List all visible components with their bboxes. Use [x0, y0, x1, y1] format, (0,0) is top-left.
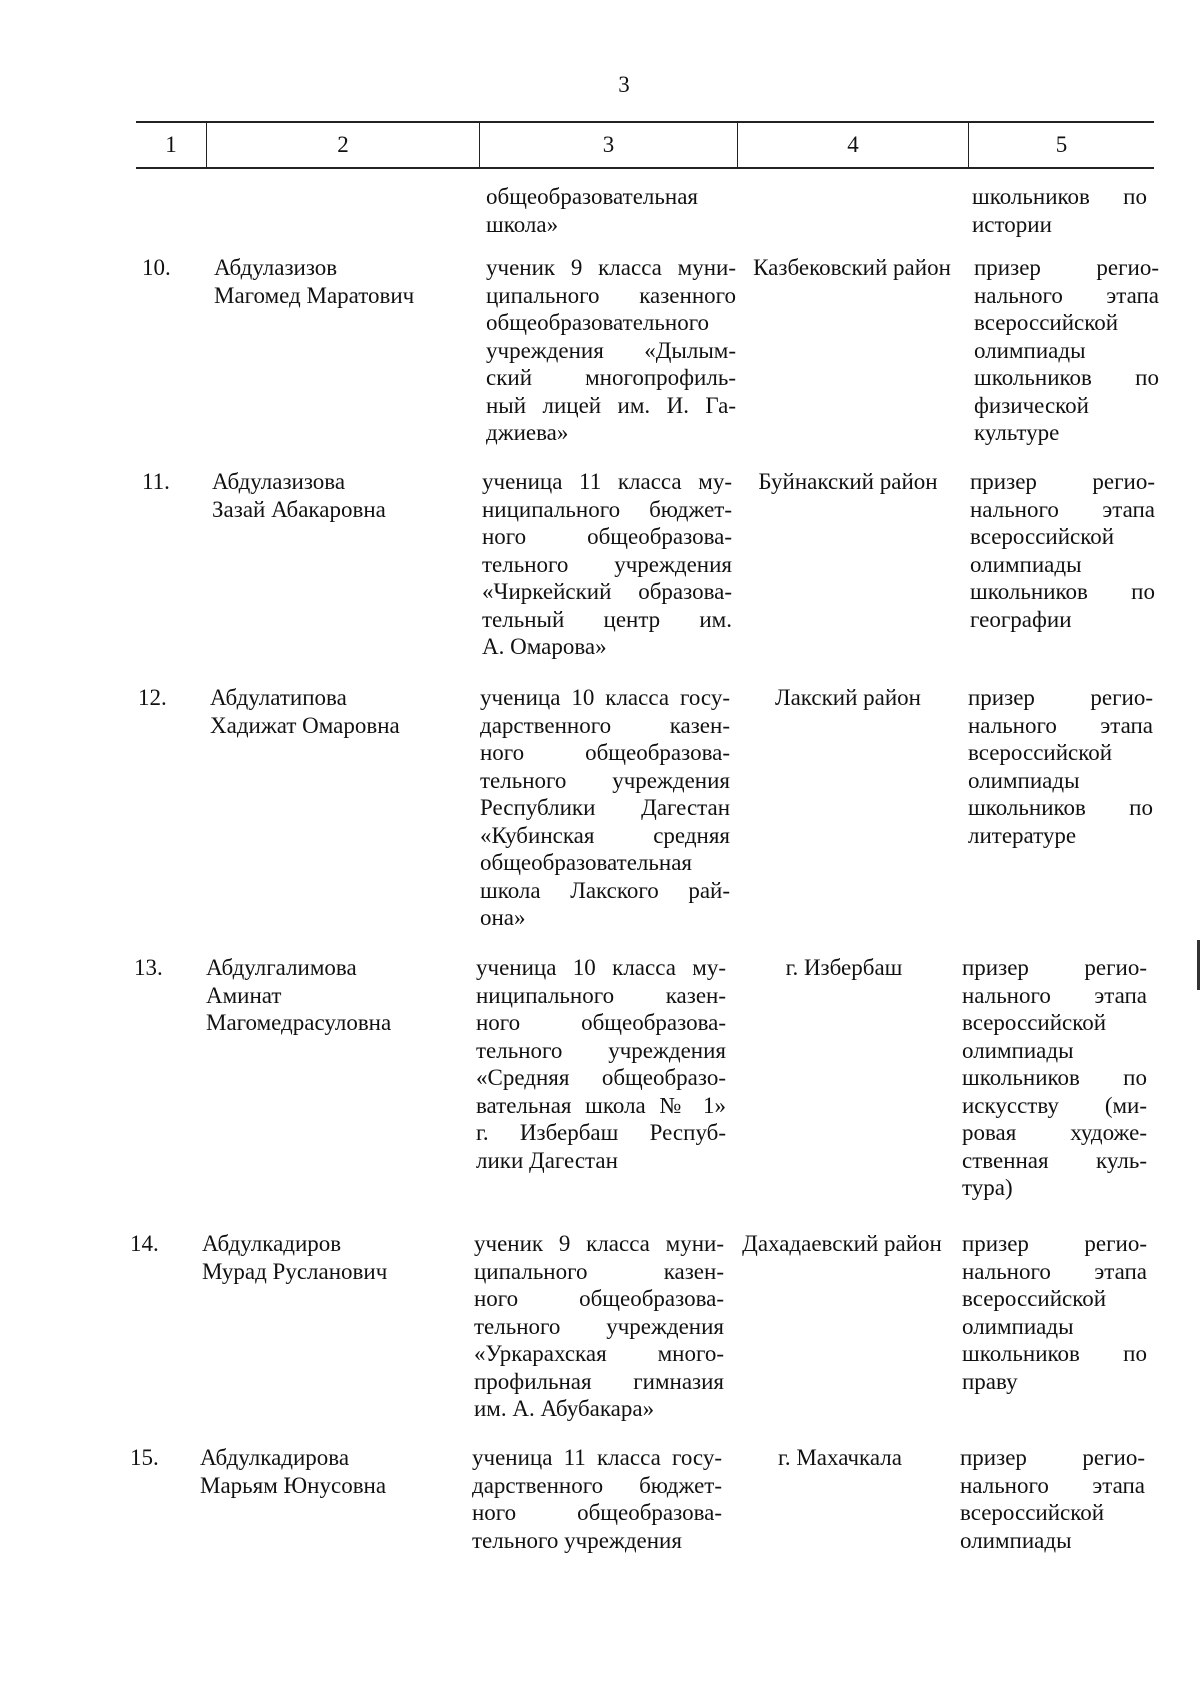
school-line: тельного учреждения: [474, 1313, 724, 1339]
row-number: 11.: [142, 469, 170, 494]
row-number: 14.: [130, 1231, 159, 1256]
school-line: тельного учреждения: [482, 551, 732, 577]
award-line: нального этапа: [962, 1258, 1147, 1284]
column-header-5: 5: [969, 122, 1155, 168]
school-line: ципального казенного: [486, 282, 736, 308]
award-line: призер регио-: [974, 255, 1159, 280]
school-description: [476, 954, 726, 1174]
school-line: ученица 10 класса му-: [476, 955, 726, 980]
school-line: г. Избербаш Респуб-: [476, 1120, 726, 1145]
school-line: А. Омарова»: [482, 634, 607, 659]
award-line: праву: [962, 1368, 1018, 1394]
award-line: призер регио-: [962, 955, 1147, 980]
school-line: вательная школа № 1»: [476, 1092, 726, 1118]
row-number: 10.: [142, 255, 171, 280]
name-line: Аминат: [206, 982, 282, 1008]
school-description: [474, 1230, 724, 1423]
award-line: призер регио-: [962, 1231, 1147, 1256]
school-line: ного общеобразова-: [474, 1286, 724, 1311]
district: г. Махачкала: [778, 1445, 902, 1470]
school-line: дарственного бюджет-: [472, 1472, 722, 1498]
school-description: [482, 468, 732, 661]
name-line: Абдулгалимова: [206, 955, 357, 980]
award-line: олимпиады: [962, 1313, 1074, 1339]
award-line: нального этапа: [960, 1472, 1145, 1498]
award-line: искусству (ми-: [962, 1092, 1147, 1118]
school-description: [486, 254, 736, 447]
school-line: ного общеобразова-: [476, 1010, 726, 1035]
school-line: она»: [480, 905, 526, 930]
school-line: дарственного казен-: [480, 712, 730, 738]
school-line: школа Лакского рай-: [480, 877, 730, 903]
award-status: [968, 684, 1153, 849]
school-line: общеобразовательная: [486, 184, 698, 209]
award-status: [974, 254, 1159, 447]
school-line: «Кубинская средняя: [480, 822, 730, 848]
award-line: географии: [970, 606, 1072, 632]
district: Дахадаевский район: [742, 1231, 942, 1256]
name-line: Абдулкадирова: [200, 1445, 350, 1470]
name-line: Зазай Абакаровна: [212, 496, 386, 522]
name-line: Мурад Русланович: [202, 1258, 388, 1284]
school-line: ципального казен-: [474, 1258, 724, 1284]
column-header-4: 4: [738, 122, 969, 168]
school-line: «Чиркейский образова-: [482, 579, 732, 604]
school-line: лики Дагестан: [476, 1147, 618, 1173]
continuation-school: [486, 183, 736, 238]
award-line: культуре: [974, 420, 1060, 445]
page-number: 3: [618, 72, 630, 97]
award-line: призер регио-: [960, 1445, 1145, 1470]
award-status: [962, 1230, 1147, 1395]
school-line: профильная гимназия: [474, 1368, 724, 1394]
student-name: [212, 468, 472, 523]
name-line: Абдулазизов: [214, 255, 338, 280]
student-name: [210, 684, 470, 739]
school-line: ученица 10 класса госу-: [480, 685, 730, 710]
award-line: литературе: [968, 822, 1077, 848]
school-line: школа»: [486, 211, 559, 237]
award-line: школьников по: [974, 365, 1159, 390]
award-line: всероссийской: [974, 310, 1119, 335]
school-line: ного общеобразова-: [480, 740, 730, 765]
continuation-award: [972, 183, 1147, 238]
school-line: Республики Дагестан: [480, 795, 730, 820]
student-name: [206, 954, 466, 1037]
school-line: ного общеобразова-: [482, 524, 732, 549]
district: Казбековский район: [753, 255, 951, 280]
award-line: школьников по: [968, 795, 1153, 820]
school-line: джиева»: [486, 420, 569, 445]
award-status: [960, 1444, 1145, 1554]
school-line: тельного учреждения: [480, 767, 730, 793]
district: г. Избербаш: [785, 955, 903, 980]
award-line: олимпиады: [960, 1527, 1072, 1553]
name-line: Магомед Маратович: [214, 282, 415, 308]
award-status: [970, 468, 1155, 633]
school-description: [472, 1444, 722, 1554]
column-header-2: 2: [207, 122, 480, 168]
column-header-3: 3: [480, 122, 738, 168]
award-line: нального этапа: [968, 712, 1153, 738]
student-name: [214, 254, 474, 309]
award-line: школьников по: [972, 184, 1147, 209]
school-line: ученик 9 класса муни-: [486, 255, 736, 280]
student-name: [202, 1230, 462, 1285]
award-line: истории: [972, 211, 1052, 237]
column-header-1: 1: [136, 122, 207, 168]
school-line: общеобразовательного: [486, 310, 710, 335]
award-line: олимпиады: [962, 1037, 1074, 1063]
district: Буйнакский район: [758, 469, 938, 494]
award-line: ровая художе-: [962, 1120, 1147, 1145]
award-line: физической: [974, 392, 1089, 418]
school-line: ский многопрофиль-: [486, 365, 736, 390]
award-line: олимпиады: [968, 767, 1080, 793]
award-line: всероссийской: [968, 740, 1113, 765]
school-line: общеобразовательная: [480, 850, 692, 875]
award-line: школьников по: [962, 1065, 1147, 1090]
student-name: [200, 1444, 460, 1499]
award-line: ственная куль-: [962, 1147, 1147, 1173]
award-status: [962, 954, 1147, 1202]
award-line: нального этапа: [970, 496, 1155, 522]
award-line: школьников по: [962, 1341, 1147, 1366]
school-line: ученица 11 класса госу-: [472, 1445, 722, 1470]
name-line: Магомедрасуловна: [206, 1010, 392, 1035]
school-line: «Уркарахская много-: [474, 1341, 724, 1366]
school-line: ученик 9 класса муни-: [474, 1231, 724, 1256]
school-line: им. А. Абубакара»: [474, 1396, 655, 1421]
award-line: нального этапа: [974, 282, 1159, 308]
column-header-row: [136, 121, 1154, 169]
award-line: школьников по: [970, 579, 1155, 604]
award-line: всероссийской: [970, 524, 1115, 549]
award-line: всероссийской: [962, 1286, 1107, 1311]
school-line: тельный центр им.: [482, 606, 732, 632]
school-line: тельного учреждения: [476, 1037, 726, 1063]
name-line: Марьям Юнусовна: [200, 1472, 387, 1498]
row-number: 15.: [130, 1445, 159, 1470]
award-line: призер регио-: [970, 469, 1155, 494]
school-line: учреждения «Дылым-: [486, 337, 736, 363]
name-line: Абдулатипова: [210, 685, 347, 710]
school-line: ного общеобразова-: [472, 1500, 722, 1525]
school-line: ученица 11 класса му-: [482, 469, 732, 494]
school-line: ный лицей им. И. Га-: [486, 392, 736, 418]
district: Лакский район: [775, 685, 921, 710]
school-line: «Средняя общеобразо-: [476, 1065, 726, 1090]
award-line: нального этапа: [962, 982, 1147, 1008]
award-line: олимпиады: [970, 551, 1082, 577]
school-line: тельного учреждения: [472, 1527, 682, 1553]
row-number: 13.: [134, 955, 163, 980]
name-line: Хадижат Омаровна: [210, 712, 400, 738]
award-line: всероссийской: [962, 1010, 1107, 1035]
name-line: Абдулазизова: [212, 469, 346, 494]
school-line: ниципального бюджет-: [482, 496, 732, 522]
row-number: 12.: [138, 685, 167, 710]
award-line: олимпиады: [974, 337, 1086, 363]
name-line: Абдулкадиров: [202, 1231, 342, 1256]
award-line: всероссийской: [960, 1500, 1105, 1525]
school-line: ниципального казен-: [476, 982, 726, 1008]
award-line: тура): [962, 1175, 1013, 1200]
school-description: [480, 684, 730, 932]
award-line: призер регио-: [968, 685, 1153, 710]
